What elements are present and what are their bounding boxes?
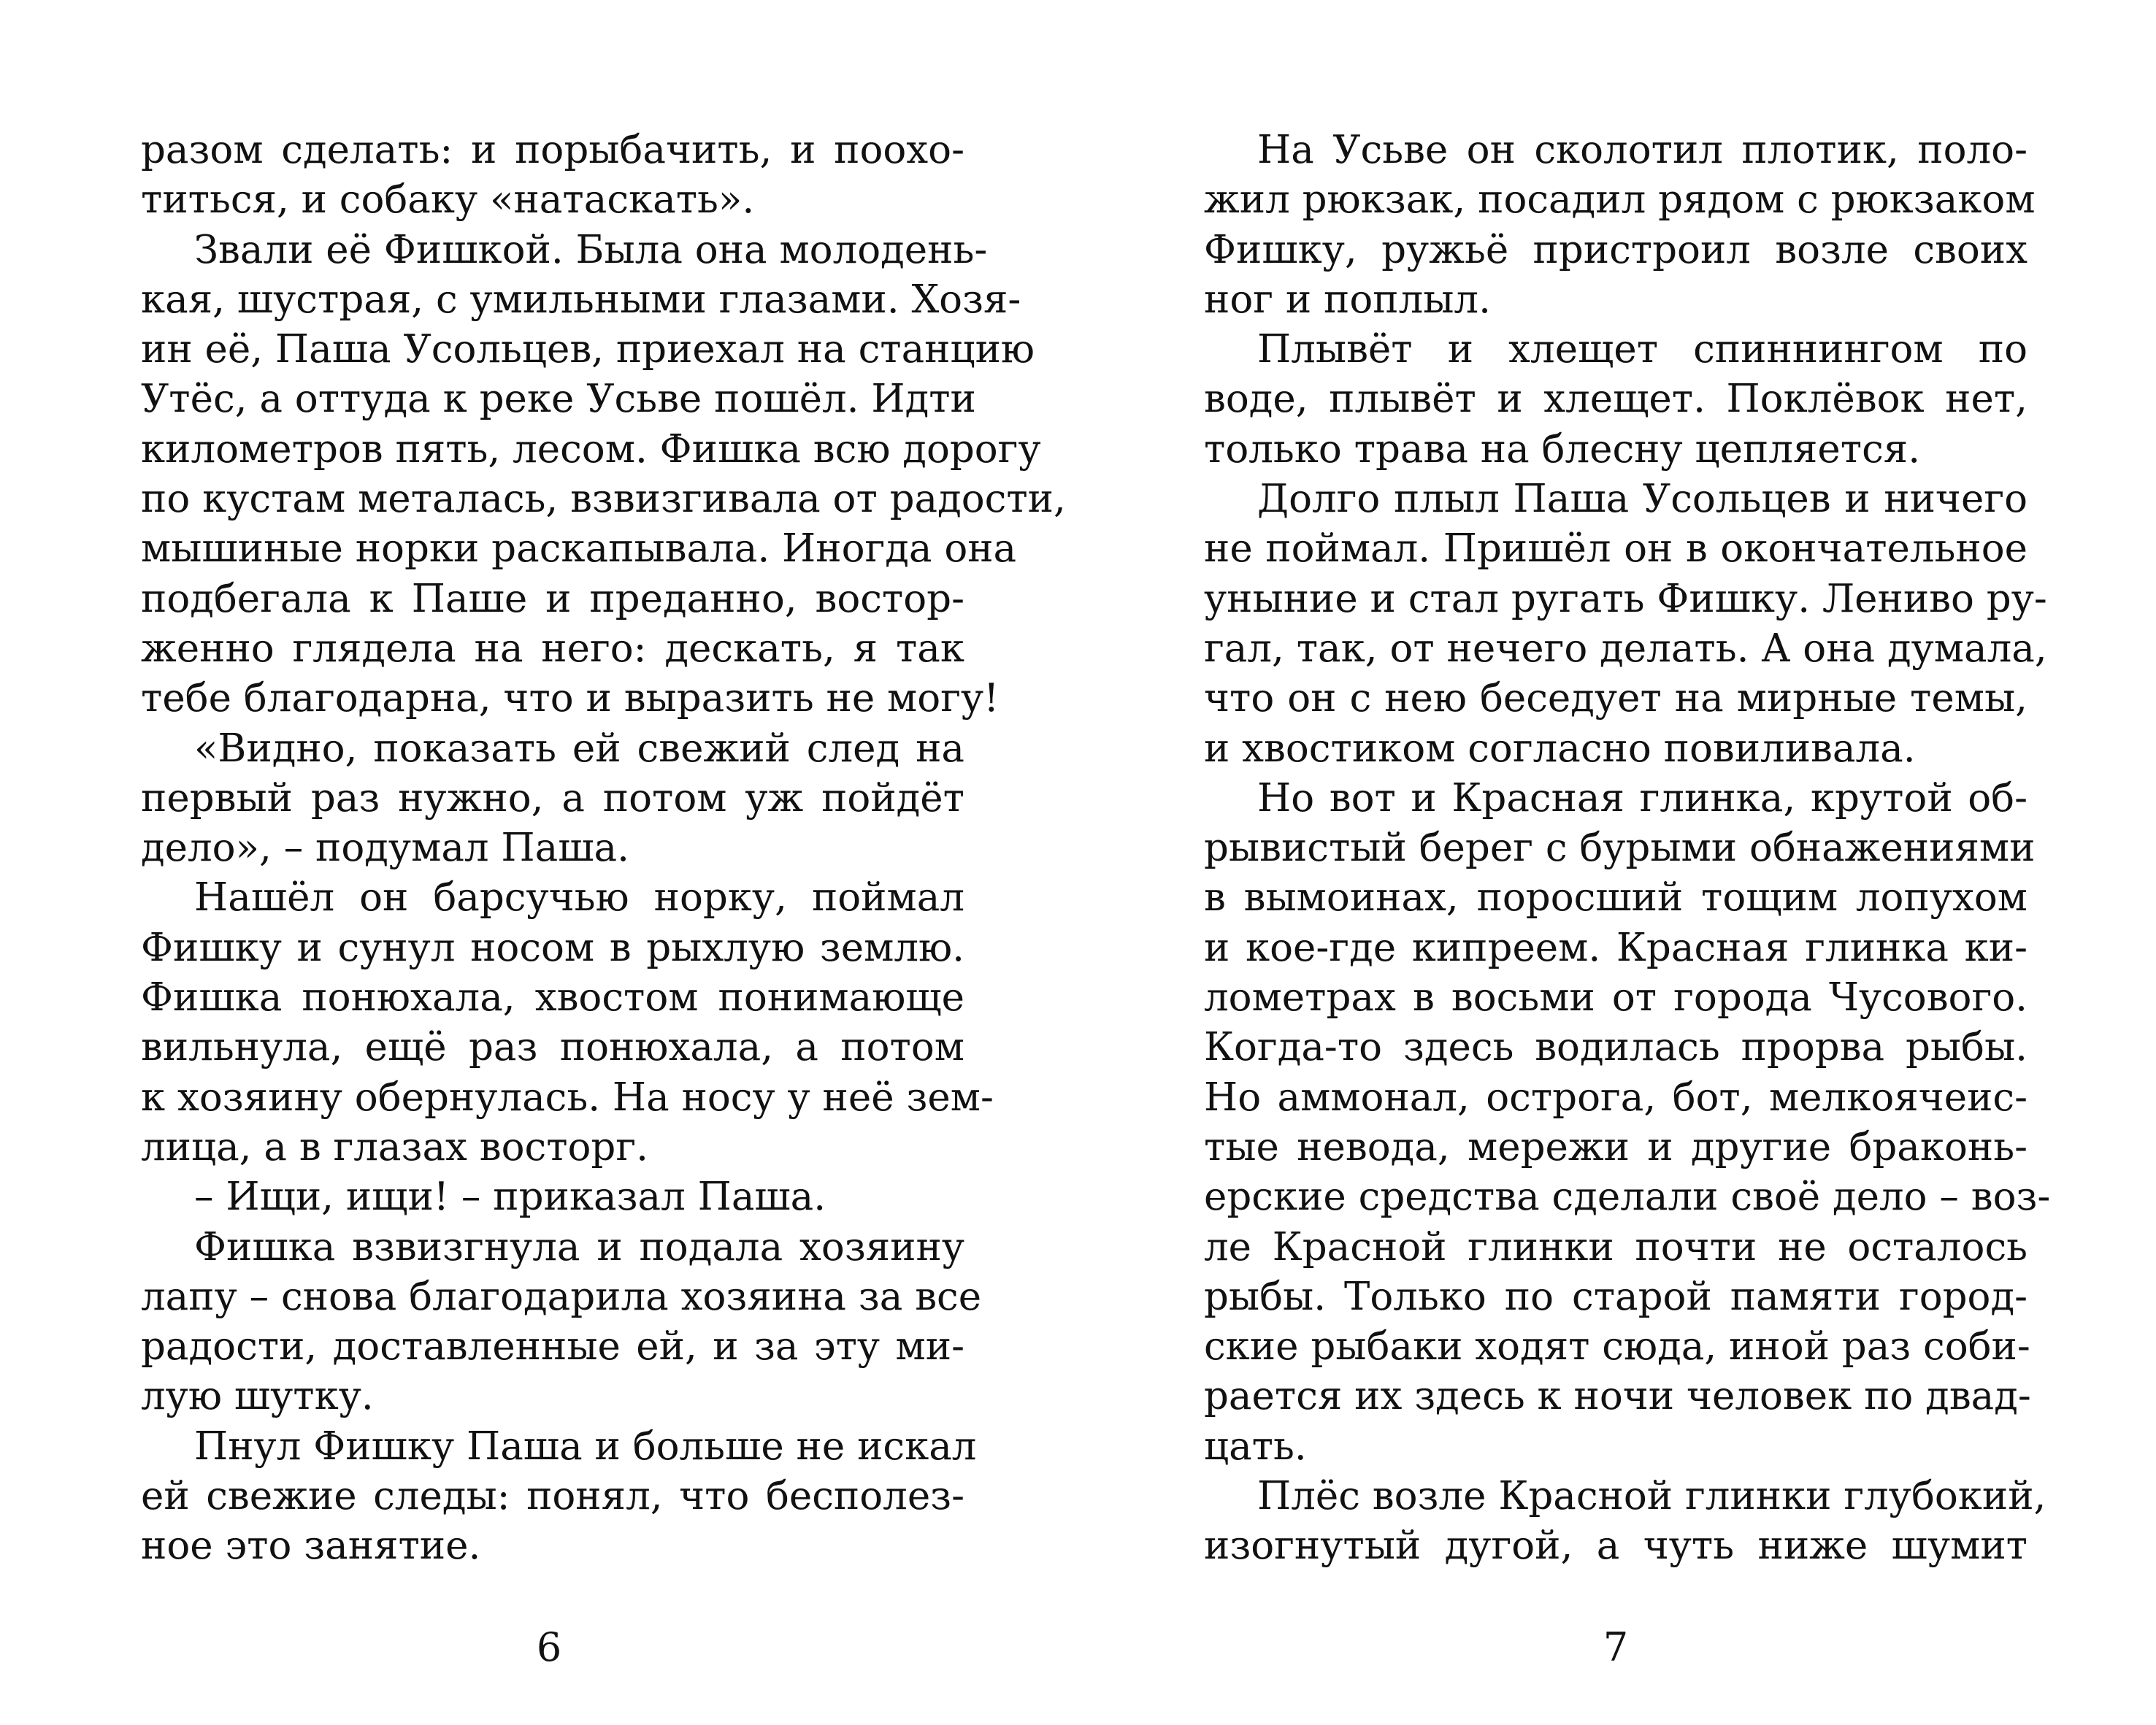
text-line: кая, шустрая, с умильными глазами. Хозя-	[141, 277, 1021, 322]
text-line: ин её, Паша Усольцев, приехал на станцию	[141, 327, 1035, 372]
text-line: вильнула, ещё раз понюхала, а потом	[141, 1025, 964, 1070]
text-line: ное это занятие.	[141, 1524, 481, 1569]
text-line: Но вот и Красная глинка, крутой об-	[1257, 775, 2028, 821]
text-line: Пнул Фишку Паша и больше не искал	[194, 1424, 977, 1469]
text-line: километров пять, лесом. Фишка всю дорогу	[141, 426, 1041, 472]
text-line: первый раз нужно, а потом уж пойдёт	[141, 775, 964, 821]
text-line: тебе благодарна, что и выразить не могу!	[141, 676, 1000, 721]
text-line: Фишку, ружьё пристроил возле своих	[1204, 227, 2028, 272]
text-line: тые невода, мережи и другие браконь-	[1204, 1124, 2028, 1169]
text-line: гал, так, от нечего делать. А она думала,	[1204, 626, 2047, 671]
text-line: ерские средства сделали своё дело – воз-	[1204, 1175, 2051, 1220]
text-line: разом сделать: и порыбачить, и поохо-	[141, 128, 964, 172]
text-line: дело», – подумал Паша.	[141, 826, 629, 871]
right-page-text	[1204, 126, 2051, 1572]
text-line: ног и поплыл.	[1204, 277, 1491, 322]
text-line: и кое-где кипреем. Красная глинка ки-	[1204, 925, 2028, 970]
text-line: уныние и стал ругать Фишку. Лениво ру-	[1204, 576, 2047, 621]
text-line: Плёс возле Красной глинки глубокий,	[1257, 1474, 2046, 1519]
text-line: рыбы. Только по старой памяти город-	[1204, 1274, 2028, 1319]
text-line: Утёс, а оттуда к реке Усьве пошёл. Идти	[141, 377, 976, 422]
left-page-text	[141, 126, 1066, 1572]
text-line: ей свежие следы: понял, что бесполез-	[141, 1474, 964, 1519]
text-line: радости, доставленные ей, и за эту ми-	[141, 1324, 964, 1369]
text-line: Плывёт и хлещет спиннингом по	[1257, 327, 2028, 372]
page-number: 7	[1603, 1624, 1629, 1670]
text-line: лица, а в глазах восторг.	[141, 1124, 648, 1169]
text-line: рывистый берег с бурыми обнажениями	[1204, 826, 2036, 871]
text-line: – Ищи, ищи! – приказал Паша.	[194, 1175, 826, 1220]
text-line: лую шутку.	[141, 1374, 374, 1419]
text-line: Звали её Фишкой. Была она молодень-	[194, 227, 988, 272]
page-number: 6	[536, 1624, 562, 1670]
text-line: На Усьве он сколотил плотик, поло-	[1257, 128, 2028, 172]
text-line: не поймал. Пришёл он в окончательное	[1204, 526, 2028, 572]
text-line: изогнутый дугой, а чуть ниже шумит	[1204, 1524, 2028, 1569]
text-line: титься, и собаку «натаскать».	[141, 177, 755, 223]
text-line: и хвостиком согласно повиливала.	[1204, 726, 1916, 771]
text-line: цать.	[1204, 1424, 1307, 1469]
text-line: лапу – снова благодарила хозяина за все	[141, 1274, 982, 1319]
text-line: лометрах в восьми от города Чусового.	[1204, 975, 2028, 1021]
text-line: по кустам металась, взвизгивала от радости,	[141, 477, 1066, 522]
text-line: рается их здесь к ночи человек по двад-	[1204, 1374, 2031, 1419]
right-page	[1078, 0, 2156, 1725]
text-line: Долго плыл Паша Усольцев и ничего	[1257, 477, 2028, 522]
text-line: Но аммонал, острога, бот, мелкоячеис-	[1204, 1075, 2028, 1120]
text-line: ские рыбаки ходят сюда, иной раз соби-	[1204, 1324, 2030, 1369]
text-line: мышиные норки раскапывала. Иногда она	[141, 526, 1017, 572]
text-line: только трава на блесну цепляется.	[1204, 426, 1921, 472]
text-line: к хозяину обернулась. На носу у неё зем-	[141, 1075, 994, 1120]
text-line: Нашёл он барсучью норку, поймал	[194, 875, 964, 921]
text-line: Фишку и сунул носом в рыхлую землю.	[141, 925, 964, 970]
text-line: воде, плывёт и хлещет. Поклёвок нет,	[1204, 377, 2028, 422]
text-line: что он с нею беседует на мирные темы,	[1204, 676, 2028, 721]
text-line: ле Красной глинки почти не осталось	[1204, 1224, 2028, 1269]
text-line: в вымоинах, поросший тощим лопухом	[1204, 875, 2028, 921]
text-line: Когда-то здесь водилась прорва рыбы.	[1204, 1025, 2028, 1070]
text-line: подбегала к Паше и преданно, востор-	[141, 576, 964, 621]
text-line: «Видно, показать ей свежий след на	[194, 726, 964, 771]
text-line: женно глядела на него: дескать, я так	[141, 626, 964, 671]
text-line: Фишка понюхала, хвостом понимающе	[141, 975, 964, 1021]
text-line: Фишка взвизгнула и подала хозяину	[194, 1224, 964, 1269]
text-line: жил рюкзак, посадил рядом с рюкзаком	[1204, 177, 2036, 223]
